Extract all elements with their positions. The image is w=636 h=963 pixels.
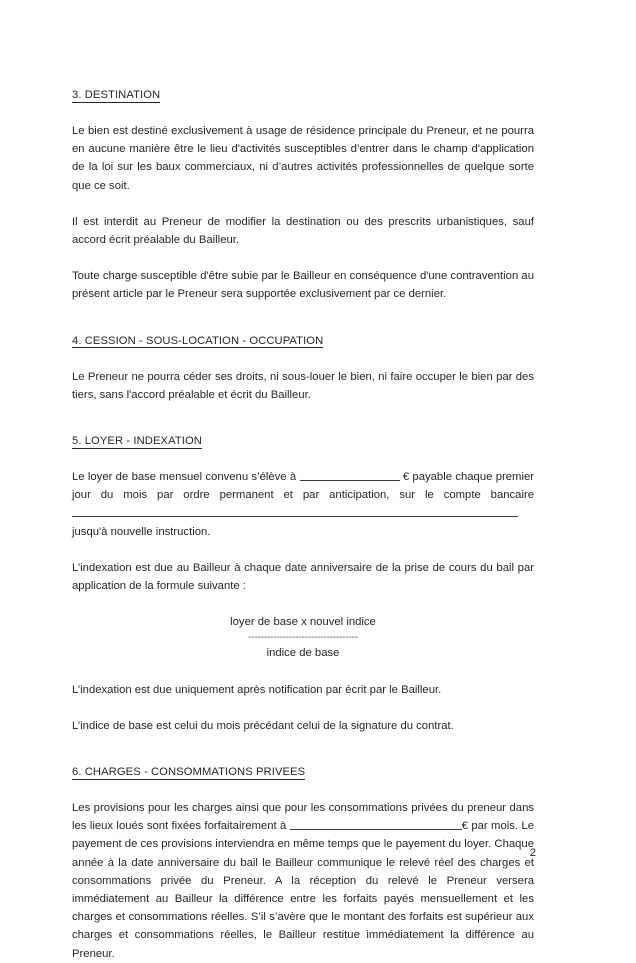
section-heading-5 [72, 434, 534, 449]
spacer [72, 449, 534, 468]
spacer [72, 663, 534, 681]
loyer-text-part-2: € payable chaque premier jour du mois par ordre permanent et par anticipation, sur le compte bancaire [72, 471, 534, 502]
charges-text-part-2: € par mois. Le payement de ces provisions interviendra en même temps que le payement du loyer. Chaque année à la date anniversaire du bail le Bailleur communique le relevé réel des charges et consommations privée du Preneur. A la réception du relevé le Preneur versera immédiatement au Bailleur la différence entre les forfaits payés mensuellement et les charges et consommations réelles. S’il s’avère que le montant des forfaits est supérieur aux charges et consommations réelles, le Bailleur restitue immédiatement la différence au Preneur. [72, 820, 534, 960]
section-3-paragraph-3: Toute charge susceptible d'être subie par le Bailleur en conséquence d'une contravention au présent article par le Preneur sera supportée exclusivement par ce dernier. [72, 270, 534, 301]
section-4-paragraph-1: Le Preneur ne pourra céder ses droits, ni sous-louer le bien, ni faire occuper le bien par des tiers, sans l'accord préalable et écrit du Bailleur. [72, 370, 534, 401]
indexation-formula [72, 613, 534, 662]
section-heading-4-text: 4. CESSION - SOUS-LOCATION - OCCUPATION [72, 334, 324, 347]
section-heading-5-text: 5. LOYER - INDEXATION [72, 435, 202, 448]
spacer [72, 541, 534, 559]
section-heading-3-text: 3. DESTINATION [72, 89, 161, 101]
spacer [72, 595, 534, 613]
loyer-amount-blank[interactable] [300, 469, 400, 481]
spacer [72, 735, 534, 765]
spacer [72, 304, 534, 334]
spacer [72, 195, 534, 213]
loyer-text-part-1: Le loyer de base mensuel convenu s’élève à [72, 471, 300, 484]
formula-numerator: loyer de base x nouvel indice [230, 616, 376, 629]
section-3-paragraph-1: Le bien est destiné exclusivement à usage de résidence principale du Preneur, et ne pourra en aucune manière être le lieu d'activités susceptibles d’entrer dans le champ d'application de la loi sur les baux commerciaux, ni d’autres activités professionnelles de quelque sorte que ce soit. [72, 125, 534, 192]
section-5-indexation-intro: L’indexation est due au Bailleur à chaque date anniversaire de la prise de cours du bail par application de la formule suivante : [72, 561, 534, 593]
section-3-paragraph-2: Il est interdit au Preneur de modifier la destination ou des prescrits urbanistiques, sauf accord écrit préalable du Bailleur. [72, 215, 534, 247]
spacer [72, 780, 534, 799]
section-5-paragraph-after-1: L’indexation est due uniquement après notification par écrit par le Bailleur. [72, 683, 442, 696]
spacer [72, 103, 534, 122]
section-6-charges-paragraph [72, 799, 534, 963]
spacer [72, 699, 534, 717]
spacer [72, 404, 534, 434]
bank-account-blank-2[interactable] [188, 505, 518, 517]
section-5-loyer-paragraph [72, 468, 534, 541]
spacer [72, 249, 534, 267]
charges-amount-blank[interactable] [290, 818, 462, 830]
section-heading-6-text: 6. CHARGES - CONSOMMATIONS PRIVEES [72, 766, 306, 779]
spacer [72, 349, 534, 368]
formula-division-bar: ----------------------------------- [248, 632, 358, 644]
formula-denominator: indice de base [266, 647, 340, 660]
page-number: 2 [529, 847, 536, 859]
section-heading-3 [72, 88, 534, 103]
section-heading-4 [72, 334, 534, 349]
section-5-paragraph-after-2: L’indice de base est celui du mois précédant celui de la signature du contrat. [72, 719, 454, 732]
page-content [72, 88, 534, 963]
section-heading-6 [72, 765, 534, 780]
loyer-text-part-3: jusqu'à nouvelle instruction. [72, 525, 211, 538]
bank-account-blank-1[interactable] [72, 505, 188, 517]
charges-text-part-1: Les provisions pour les charges ainsi que pour les consommations privées du preneur dans les lieux loués sont fixées forfaitairement à [72, 802, 534, 833]
